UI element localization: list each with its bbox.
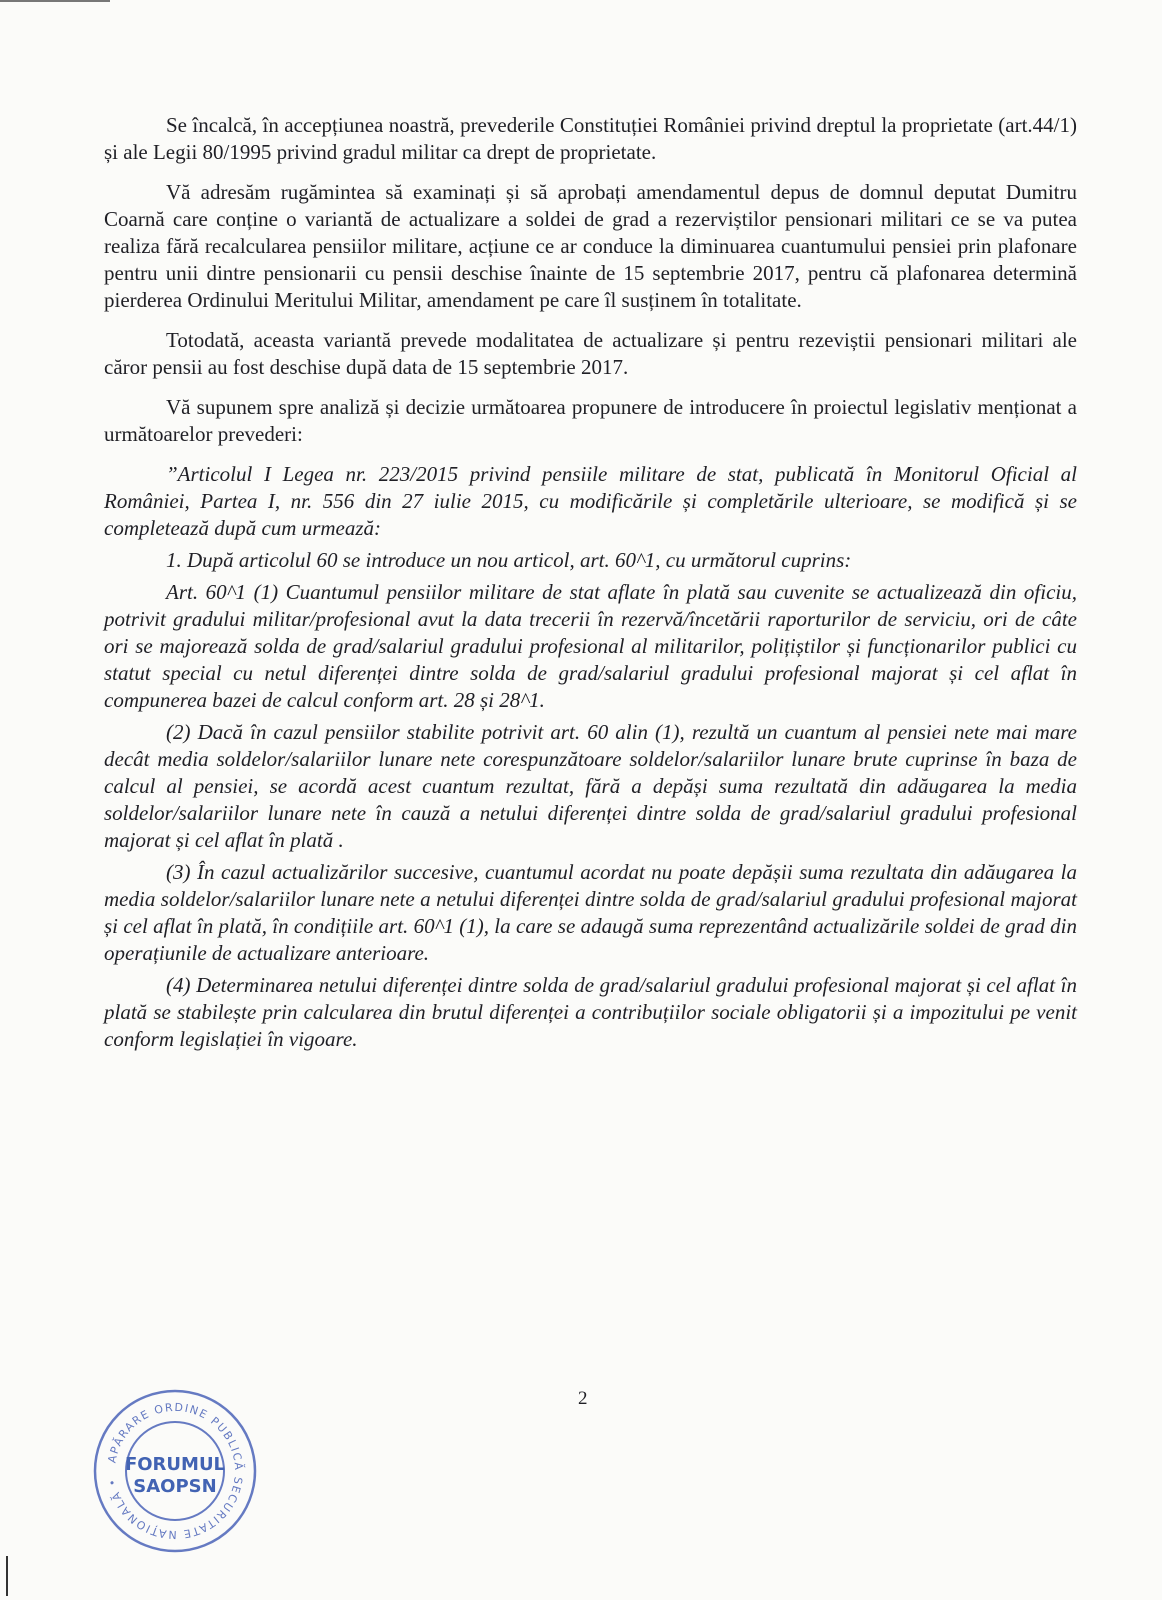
paragraph: Totodată, aceasta variantă prevede modalitatea de actualizare și pentru rezeviștii pensionari militari ale căror pensii au fost deschise după data de 15 septembrie 2017. bbox=[104, 328, 1077, 379]
seal-subtitle: SAOPSN bbox=[133, 1476, 217, 1497]
paragraph: Vă adresăm rugămintea să examinați și să aprobați amendamentul depus de domnul deputat Dumitru Coarnă care conține o variantă de actualizare a soldei de grad a rezerviștilor pensionari militari ce se va putea realiza fără recalcularea pensiilor militare, acțiune ce ar conduce la diminuarea cuantumului pensiei prin plafonare pentru unii dintre pensionarii cu pensii deschise înainte de 15 septembrie 2017, pentru că plafonarea determină pierderea Ordinului Meritului Militar, amendament pe care îl susținem în totalitate. bbox=[104, 180, 1077, 312]
seal-title: FORUMUL bbox=[124, 1454, 226, 1475]
document-body bbox=[104, 112, 1077, 1058]
seal-ring-text: APĂRARE ORDINE PUBLICĂ SECURITATE NAȚIONALĂ • bbox=[105, 1400, 246, 1542]
paragraph: Vă supunem spre analiză și decizie următoarea propunere de introducere în proiectul legislativ menționat a următoarelor prevederi: bbox=[104, 395, 1077, 446]
article-paragraph: ”Articolul I Legea nr. 223/2015 privind pensiile militare de stat, publicată în Monitorul Oficial al României, Partea I, nr. 556 din 27 iulie 2015, cu modificările și completările ulterioare, se modifică și se completează după cum urmează: bbox=[104, 462, 1077, 540]
scan-edge-mark bbox=[6, 1556, 8, 1596]
article-paragraph: 1. După articolul 60 se introduce un nou articol, art. 60^1, cu următorul cuprins: bbox=[166, 548, 852, 572]
forum-seal-stamp bbox=[92, 1388, 258, 1554]
article-paragraph: (2) Dacă în cazul pensiilor stabilite potrivit art. 60 alin (1), rezultă un cuantum al pensiei nete mai mare decât media soldelor/salariilor lunare nete corespunzătoare soldelor/salariilor lunare brute cuprinse în baza de calcul al pensiei, se acordă acest cuantum rezultat, fără a depăși suma rezultată din adăugarea la media soldelor/salariilor lunare nete în cauză a netului diferenței dintre solda de grad/salariul gradului profesional majorat și cel aflat în plată . bbox=[104, 720, 1077, 852]
paragraph: Se încalcă, în accepțiunea noastră, prevederile Constituției României privind dreptul la proprietate (art.44/1) și ale Legii 80/1995 privind gradul militar ca drept de proprietate. bbox=[104, 113, 1077, 164]
article-paragraph: (3) În cazul actualizărilor succesive, cuantumul acordat nu poate depășii suma rezultata din adăugarea la media soldelor/salariilor lunare nete a netului diferenței dintre solda de grad/salariul gradului profesional majorat și cel aflat în plată, în condițiile art. 60^1 (1), la care se adaugă suma reprezentând actualizările soldei de grad din operațiunile de actualizare anterioare. bbox=[104, 860, 1077, 965]
article-paragraph: (4) Determinarea netului diferenței dintre solda de grad/salariul gradului profesional majorat și cel aflat în plată se stabilește prin calcularea din brutul diferenței a contribuțiilor sociale obligatorii și a impozitului pe venit conform legislației în vigoare. bbox=[104, 973, 1077, 1051]
page-number: 2 bbox=[578, 1388, 588, 1409]
scan-edge-line bbox=[0, 0, 110, 2]
article-paragraph: Art. 60^1 (1) Cuantumul pensiilor militare de stat aflate în plată sau cuvenite se actualizează din oficiu, potrivit gradului militar/profesional avut la data trecerii în rezervă/încetării raporturilor de serviciu, ori de câte ori se majorează solda de grad/salariul gradului profesional al militarilor, polițiștilor și funcționarilor publici cu statut special cu netul diferenței dintre solda de grad/salariul gradului profesional majorat și cel aflat în compunerea bazei de calcul conform art. 28 și 28^1. bbox=[104, 580, 1077, 712]
